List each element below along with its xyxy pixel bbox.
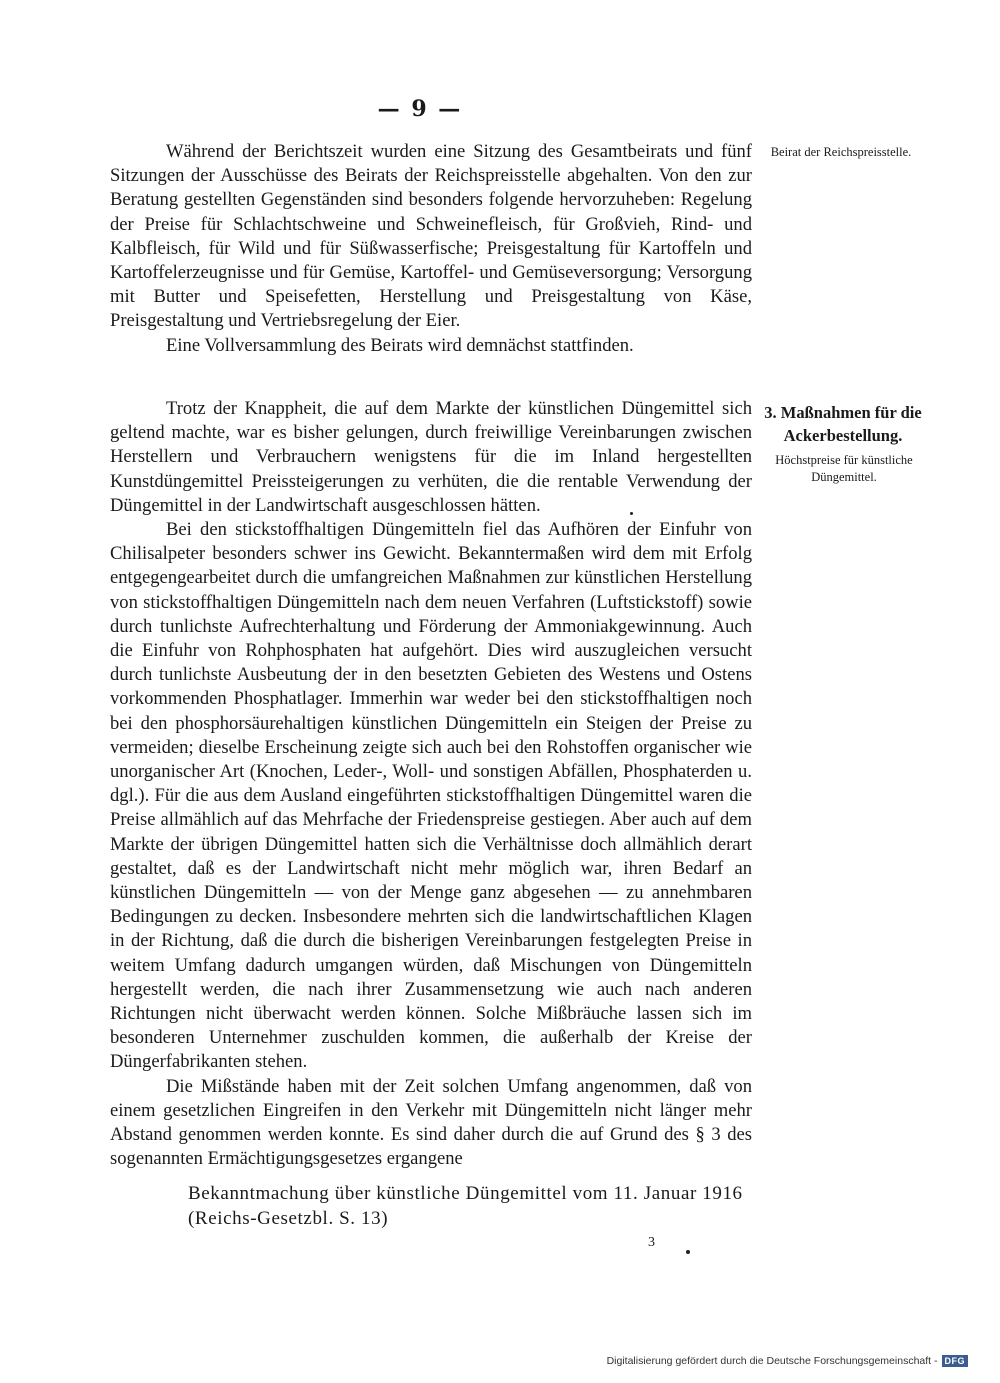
- paragraph-beirat-sessions: Während der Berichtszeit wurden eine Sitzung des Gesamtbeirats und fünf Sitzungen der Ausschüsse des Beirats der Reichspreisstelle abgehalten. Von den zur Beratung gestellten Gegenständen sind besonders folgende hervorzuheben: Regelung der Preise für Schlachtschweine und Schweinefleisch, für Großvieh, Rind- und Kalbfleisch, für Wild und für Süßwasserfische; Preisgestaltung für Kartoffeln und Kartoffelerzeugnisse und für Gemüse, Kartoffel- und Gemüseversorgung; Versorgung mit Butter und Speisefetten, Herstellung und Preisgestaltung von Käse, Preisgestaltung und Vertriebsregelung der Eier.: [110, 141, 752, 332]
- bekanntmachung-title: Bekanntmachung über künstliche Düngemittel vom 11. Januar 1916: [188, 1183, 743, 1204]
- margin-section-title: 3. Maßnahmen für die Ackerbestellung.: [764, 403, 922, 445]
- dfg-logo-icon: DFG: [942, 1355, 969, 1367]
- bekanntmachung-citation: [188, 1182, 768, 1231]
- paragraph-vollversammlung: Eine Vollversammlung des Beirats wird demnächst stattfinden.: [166, 334, 634, 356]
- print-dot: [630, 512, 633, 515]
- margin-note-hoechstpreise: Höchstpreise für künstliche Düngemittel.: [775, 453, 913, 484]
- paragraph-missstaende: Die Mißstände haben mit der Zeit solchen Umfang angenommen, daß von einem gesetzlichen Eingreifen in den Verkehr mit Düngemitteln nicht länger mehr Abstand genommen werden konnte. Es sind daher durch die auf Grund des § 3 des sogenannten Ermächtigungsgesetzes ergangene: [110, 1075, 752, 1170]
- duengemittel-section: [110, 397, 752, 1172]
- margin-note-beirat: Beirat der Reichspreisstelle.: [770, 145, 912, 159]
- bekanntmachung-reference: (Reichs-Gesetzbl. S. 13): [188, 1207, 389, 1229]
- footer-text: Digitalisierung gefördert durch die Deutsche Forschungsgemeinschaft -: [606, 1355, 938, 1367]
- reichspreisstelle-section: [110, 140, 752, 358]
- paragraph-knappheit: Trotz der Knappheit, die auf dem Markte der künstlichen Düngemittel sich geltend machte, war es bisher gelungen, durch freiwillige Vereinbarungen zwischen Herstellern und Verbrauchern wenigstens für die im Inland hergestellten Kunstdüngemittel Preissteigerungen zu verhüten, die die rentable Verwendung der Düngemittel in der Landwirtschaft ausgeschlossen hätten.: [110, 398, 752, 516]
- page-number: — 9 —: [377, 96, 463, 122]
- digitization-footer: [607, 1355, 968, 1367]
- paragraph-stickstoff: Bei den stickstoffhaltigen Düngemitteln fiel das Aufhören der Einfuhr von Chilisalpeter besonders schwer ins Gewicht. Bekanntermaßen wird dem mit Erfolg entgegengearbeitet durch die umfangreichen Maßnahmen zur künstlichen Herstellung von stickstoffhaltigen Düngemitteln nach dem neuen Verfahren (Luftstickstoff) sowie durch tunlichste Aufrechterhaltung und Förderung der Ammoniakgewinnung. Auch die Einfuhr von Rohphosphaten hat aufgehört. Dies wird auszugleichen versucht durch tunlichste Ausbeutung der in den besetzten Gebieten des Westens und Ostens vorkommenden Phosphatlager. Immerhin war weder bei den stickstoffhaltigen noch bei den phosphorsäurehaltigen künstlichen Düngemitteln ein Steigen der Preise zu vermeiden; dieselbe Erscheinung zeigte sich auch bei den Rohstoffen organischer wie unorganischer Art (Knochen, Leder-, Woll- und sonstigen Abfällen, Phosphaterden u. dgl.). Für die aus dem Ausland eingeführten stickstoffhaltigen Düngemittel waren die Preise allmählich auf das Mehrfache der Friedenspreise gestiegen. Aber auch auf dem Markte der übrigen Düngemittel hatten sich die Verhältnisse doch allmählich derart gestaltet, daß es der Landwirtschaft nicht mehr möglich war, ihren Bedarf an künstlichen Düngemitteln — von der Menge ganz abgesehen — zu annehmbaren Bedingungen zu decken. Insbesondere mehrten sich die landwirtschaftlichen Klagen in der Richtung, daß die durch die bisherigen Vereinbarungen festgelegten Preise in weitem Umfang dadurch umgangen würden, daß Mischungen von Düngemitteln hergestellt werden, die nach ihrer Zusammensetzung wie auch nach anderen Richtungen nicht überwacht werden können. Solche Mißbräuche lassen sich im besonderen Unternehmer zuschulden kommen, die außerhalb der Kreise der Düngerfabrikanten stehen.: [110, 519, 752, 1073]
- print-dot: [686, 1250, 690, 1254]
- signature-mark: 3: [648, 1235, 655, 1250]
